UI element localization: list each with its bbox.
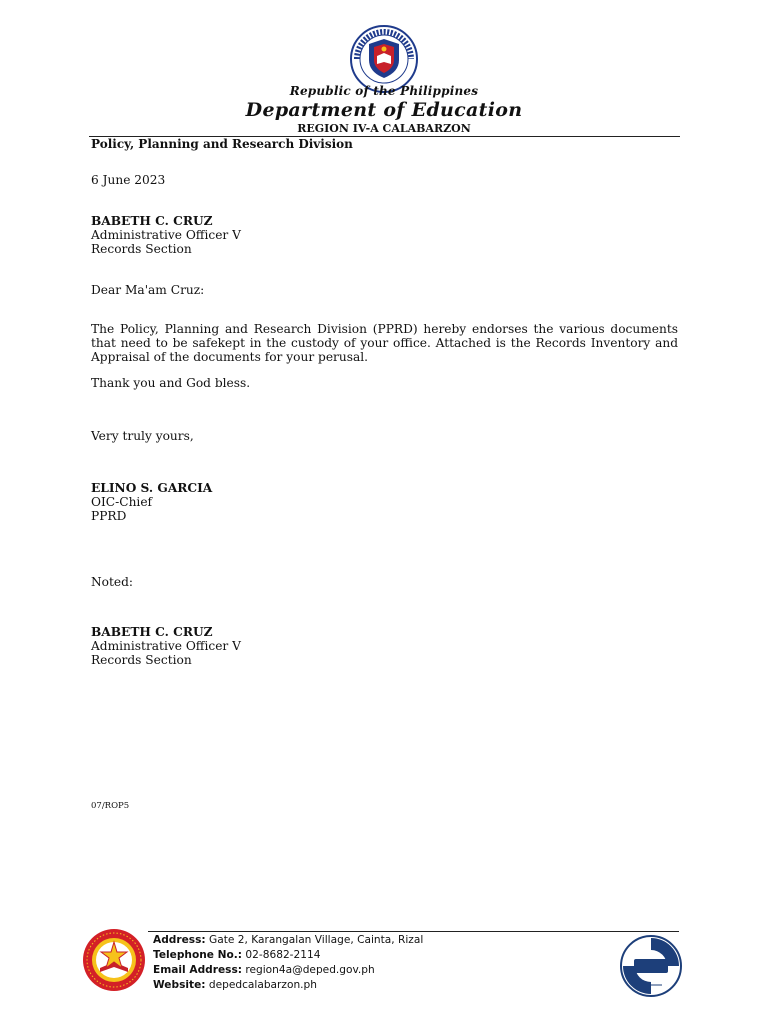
republic-heading: Republic of the Philippines: [289, 84, 479, 98]
signer-office: PPRD: [91, 509, 127, 523]
website-value[interactable]: depedcalabarzon.ph: [208, 979, 317, 991]
recipient-title: Administrative Officer V: [91, 228, 241, 242]
footer-rule: [148, 931, 679, 932]
closing-line: Very truly yours,: [91, 429, 194, 443]
recipient-name: BABETH C. CRUZ: [91, 214, 213, 228]
thanks-line: Thank you and God bless.: [91, 376, 251, 390]
noted-label: Noted:: [91, 575, 134, 589]
email-label: Email Address:: [153, 964, 242, 976]
email-value[interactable]: region4a@deped.gov.ph: [245, 964, 375, 976]
telephone-value: 02-8682-2114: [245, 949, 321, 961]
footer-website: [153, 979, 317, 991]
telephone-label: Telephone No.:: [153, 949, 243, 961]
noted-office: Records Section: [91, 653, 192, 667]
recipient-office: Records Section: [91, 242, 192, 256]
footer-telephone: [153, 949, 320, 961]
footer-email: [153, 964, 375, 976]
reference-code: 07/ROP5: [91, 801, 130, 811]
signer-title: OIC-Chief: [91, 495, 153, 509]
salutation: Dear Ma'am Cruz:: [91, 283, 205, 297]
address-value: Gate 2, Karangalan Village, Cainta, Rizal: [209, 934, 424, 946]
division-heading: Policy, Planning and Research Division: [91, 137, 353, 151]
body-paragraph: The Policy, Planning and Research Division (PPRD) hereby endorses the various documents that need to be safekept in the custody of your office. Attached is the Records Inventory and Appraisal of the documents for your perusal.: [91, 322, 678, 364]
noted-title: Administrative Officer V: [91, 639, 241, 653]
department-heading: Department of Education: [245, 99, 523, 121]
letter-date: 6 June 2023: [91, 173, 166, 187]
noted-name: BABETH C. CRUZ: [91, 625, 213, 639]
address-label: Address:: [153, 934, 206, 946]
signer-name: ELINO S. GARCIA: [91, 481, 213, 495]
region-heading: REGION IV-A CALABARZON: [297, 122, 471, 135]
tuv-nord-iso-logo: [620, 935, 682, 997]
website-label: Website:: [153, 979, 206, 991]
deped-calabarzon-logo: [82, 928, 146, 992]
footer-address: [153, 934, 423, 946]
